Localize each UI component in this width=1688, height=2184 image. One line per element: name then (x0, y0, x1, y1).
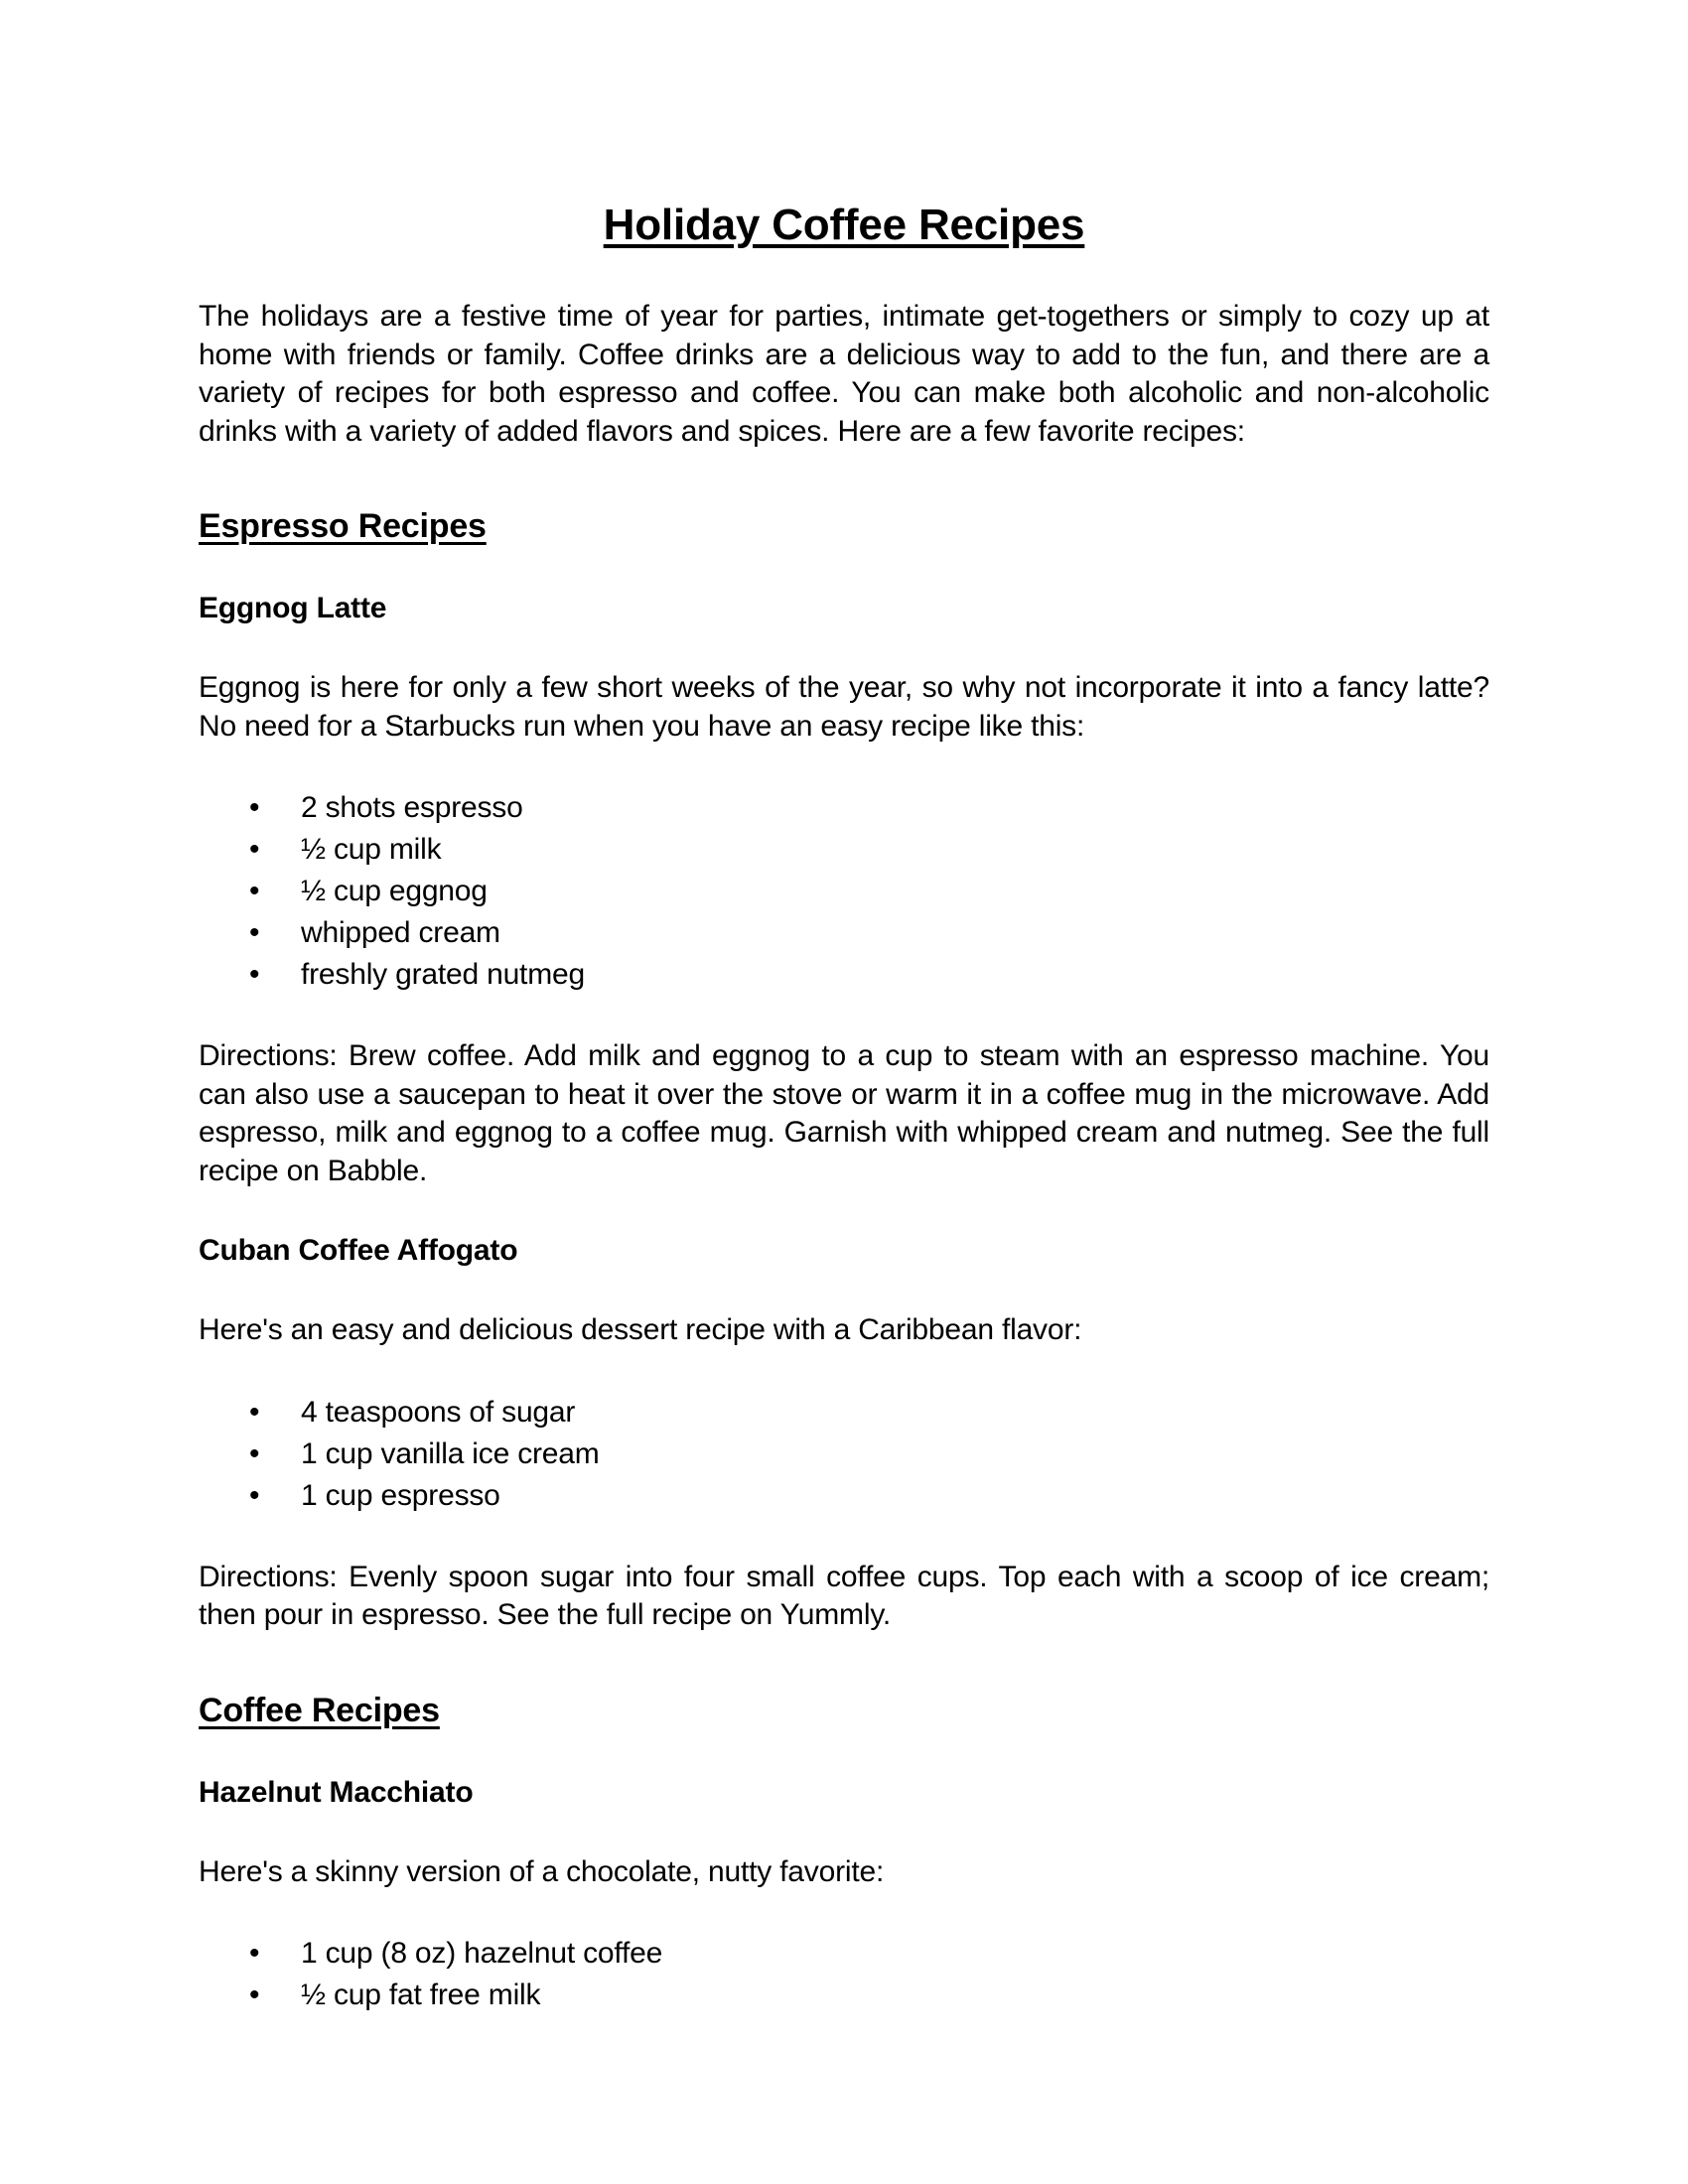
ingredient-list-cuban-coffee-affogato (199, 1392, 1489, 1517)
bullet-icon: • (249, 1937, 260, 1970)
document-title: Holiday Coffee Recipes (603, 201, 1085, 249)
ingredient-list-hazelnut-macchiato (199, 1933, 1489, 2016)
list-item (249, 954, 1489, 996)
recipe-heading-hazelnut-macchiato: Hazelnut Macchiato (199, 1775, 474, 1809)
ingredient-text: whipped cream (301, 916, 500, 949)
section-heading-espresso-recipes: Espresso Recipes (199, 507, 487, 545)
recipe-description-eggnog-latte: Eggnog is here for only a few short weeks of the year, so why not incorporate it into a fancy latte? No need for a Starbucks run when you have an easy recipe like this: (199, 671, 1489, 743)
ingredient-text: ½ cup eggnog (301, 875, 488, 907)
list-item (249, 1475, 1489, 1517)
recipe-heading-cuban-coffee-affogato: Cuban Coffee Affogato (199, 1234, 518, 1267)
ingredient-text: 1 cup vanilla ice cream (301, 1436, 600, 1470)
bullet-icon: • (249, 875, 260, 907)
recipe-description-hazelnut-macchiato: Here's a skinny version of a chocolate, nutty favorite: (199, 1854, 885, 1888)
ingredient-text: freshly grated nutmeg (301, 958, 585, 991)
ingredient-text: 2 shots espresso (301, 791, 523, 824)
bullet-icon: • (249, 833, 260, 866)
list-item (249, 871, 1489, 912)
intro-paragraph: The holidays are a festive time of year for parties, intimate get-togethers or simply to cozy up at home with friends or family. Coffee drinks are a delicious way to add to the fun, and there are a variety of recipes for both espresso and coffee. You can make both alcoholic and non-alcoholic drinks with a variety of added flavors and spices. Here are a few favorite recipes: (199, 300, 1489, 448)
ingredient-text: 1 cup (8 oz) hazelnut coffee (301, 1937, 663, 1970)
recipe-directions-eggnog-latte: Directions: Brew coffee. Add milk and eggnog to a cup to steam with an espresso machine. You can also use a saucepan to heat it over the stove or warm it in a coffee mug in the microwave. Add espresso, milk and eggnog to a coffee mug. Garnish with whipped cream and nutmeg. See the full recipe on Babble. (199, 1039, 1489, 1187)
list-item (249, 787, 1489, 829)
list-item (249, 1392, 1489, 1433)
section-heading-coffee-recipes: Coffee Recipes (199, 1691, 440, 1729)
ingredient-text: ½ cup fat free milk (301, 1979, 541, 2011)
bullet-icon: • (249, 958, 260, 991)
recipe-heading-eggnog-latte: Eggnog Latte (199, 592, 387, 624)
bullet-icon: • (249, 916, 260, 949)
list-item (249, 1933, 1489, 1975)
recipe-description-cuban-coffee-affogato: Here's an easy and delicious dessert recipe with a Caribbean flavor: (199, 1313, 1082, 1346)
bullet-icon: • (249, 1436, 260, 1470)
bullet-icon: • (249, 1478, 260, 1512)
list-item (249, 1975, 1489, 2016)
ingredient-list-eggnog-latte (199, 787, 1489, 996)
ingredient-text: ½ cup milk (301, 833, 442, 866)
ingredient-text: 1 cup espresso (301, 1478, 500, 1512)
bullet-icon: • (249, 791, 260, 824)
recipe-directions-cuban-coffee-affogato: Directions: Evenly spoon sugar into four small coffee cups. Top each with a scoop of ice cream; then pour in espresso. See the full recipe on Yummly. (199, 1560, 1489, 1631)
bullet-icon: • (249, 1395, 260, 1429)
list-item (249, 912, 1489, 954)
list-item (249, 829, 1489, 871)
list-item (249, 1433, 1489, 1475)
ingredient-text: 4 teaspoons of sugar (301, 1395, 576, 1429)
bullet-icon: • (249, 1979, 260, 2011)
